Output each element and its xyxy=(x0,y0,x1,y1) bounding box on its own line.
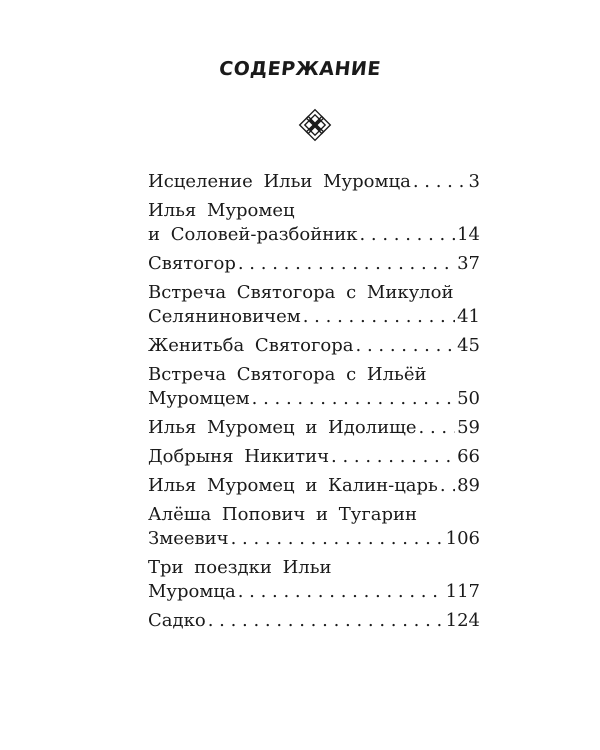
toc-entry-last-line xyxy=(148,305,480,329)
dot-leader xyxy=(419,416,456,440)
toc-entry-title-line: Добрыня Никитич xyxy=(148,446,330,467)
toc-entry-last-line xyxy=(148,445,480,469)
toc-entry[interactable] xyxy=(148,556,480,604)
toc-entry-page-number: 3 xyxy=(468,171,480,192)
table-of-contents xyxy=(148,170,480,638)
toc-entry-page-number: 117 xyxy=(445,581,480,602)
toc-entry[interactable] xyxy=(148,609,480,633)
toc-entry-last-line xyxy=(148,223,480,247)
toc-entry[interactable] xyxy=(148,170,480,194)
toc-entry-page-number: 45 xyxy=(457,335,480,356)
toc-entry-page-number: 37 xyxy=(457,253,480,274)
toc-entry-last-line xyxy=(148,387,480,411)
toc-entry[interactable] xyxy=(148,503,480,551)
toc-entry-title-line: и Соловей-разбойник xyxy=(148,224,358,245)
toc-entry-page-number: 14 xyxy=(457,224,480,245)
toc-entry-last-line xyxy=(148,416,480,440)
dot-leader xyxy=(208,609,444,633)
toc-entry-title-line: Алёша Попович и Тугарин xyxy=(148,504,418,525)
dot-leader xyxy=(231,527,444,551)
toc-entry-title-line: Три поездки Ильи xyxy=(148,557,332,578)
page-title: СОДЕРЖАНИЕ xyxy=(218,58,382,80)
toc-entry-last-line xyxy=(148,170,480,194)
toc-entry-title-line: Муромцем xyxy=(148,388,250,409)
toc-entry-title-line: Женитьба Святогора xyxy=(148,335,354,356)
toc-entry-title-line: Встреча Святогора с Микулой xyxy=(148,282,454,303)
dot-leader xyxy=(303,305,455,329)
dot-leader xyxy=(331,445,455,469)
toc-entry-page-number: 106 xyxy=(445,528,480,549)
dot-leader xyxy=(440,474,455,498)
dot-leader xyxy=(238,252,455,276)
toc-entry[interactable] xyxy=(148,416,480,440)
dot-leader xyxy=(359,223,455,247)
decorative-knot-icon xyxy=(298,108,332,142)
toc-entry-title-line: Илья Муромец xyxy=(148,200,295,221)
dot-leader xyxy=(356,334,456,358)
toc-entry-title-line: Исцеление Ильи Муромца xyxy=(148,171,411,192)
dot-leader xyxy=(252,387,455,411)
toc-entry-last-line xyxy=(148,474,480,498)
toc-entry[interactable] xyxy=(148,474,480,498)
toc-entry-last-line xyxy=(148,580,480,604)
toc-entry-title-line: Встреча Святогора с Ильёй xyxy=(148,364,427,385)
toc-entry[interactable] xyxy=(148,363,480,411)
toc-entry-page-number: 124 xyxy=(445,610,480,631)
toc-entry-title-line: Садко xyxy=(148,610,206,631)
toc-entry-title-line: Муромца xyxy=(148,581,236,602)
toc-entry[interactable] xyxy=(148,281,480,329)
toc-entry-page-number: 66 xyxy=(457,446,480,467)
toc-entry[interactable] xyxy=(148,252,480,276)
toc-entry-last-line xyxy=(148,334,480,358)
toc-entry-last-line xyxy=(148,252,480,276)
toc-entry-page-number: 50 xyxy=(457,388,480,409)
toc-entry-title-line: Илья Муромец и Идолище xyxy=(148,417,417,438)
toc-entry-page-number: 41 xyxy=(457,306,480,327)
toc-entry[interactable] xyxy=(148,334,480,358)
toc-entry-last-line xyxy=(148,609,480,633)
toc-entry-last-line xyxy=(148,527,480,551)
toc-entry-title-line: Селяниновичем xyxy=(148,306,301,327)
toc-entry[interactable] xyxy=(148,445,480,469)
dot-leader xyxy=(413,170,467,194)
toc-entry[interactable] xyxy=(148,199,480,247)
toc-entry-title-line: Илья Муромец и Калин-царь xyxy=(148,475,438,496)
toc-entry-page-number: 89 xyxy=(457,475,480,496)
toc-entry-page-number: 59 xyxy=(457,417,480,438)
toc-entry-title-line: Святогор xyxy=(148,253,236,274)
toc-entry-title-line: Змеевич xyxy=(148,528,229,549)
dot-leader xyxy=(238,580,444,604)
